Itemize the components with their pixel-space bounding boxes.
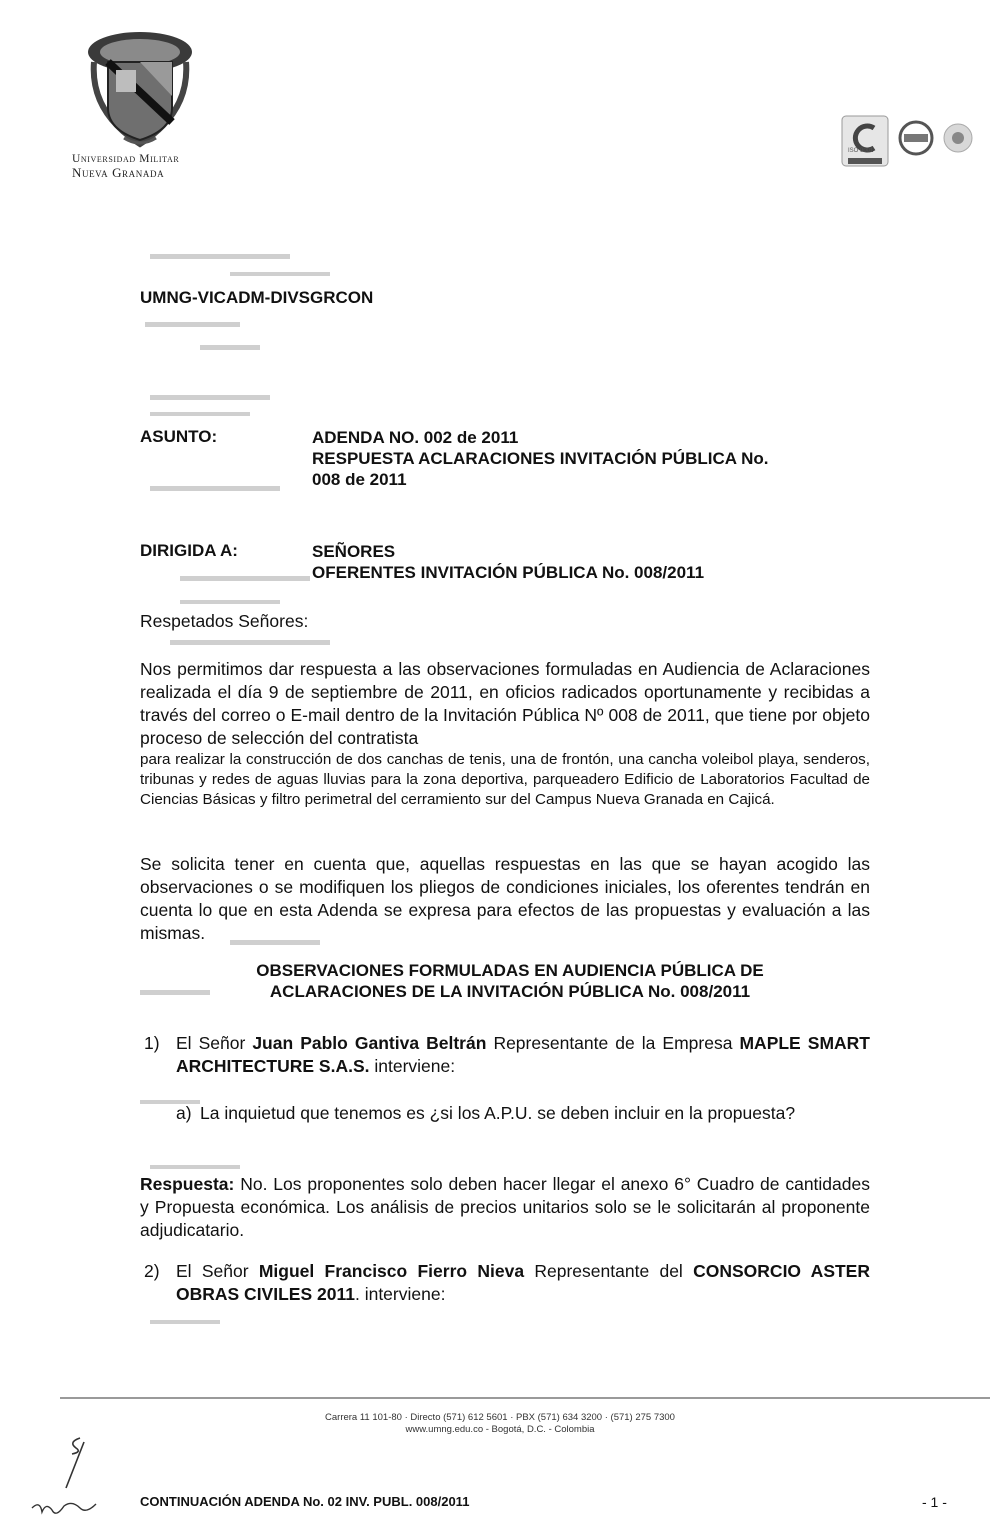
item-1-company: MAPLE SMART ARCHITECTURE S.A.S. [176,1033,870,1076]
document-code: UMNG-VICADM-DIVSGRCON [140,288,374,307]
salutation: Respetados Señores: [140,611,309,631]
answer-1 [140,1173,870,1242]
subject-line-1: ADENDA NO. 002 de 2011 [312,428,519,447]
intro-text-object: para realizar la construcción de dos canchas de tenis, una de frontón, una cancha voleibol playa, senderos, tribunas y redes de aguas lluvias para la zona deportiva, parqueadero Edificio de Laboratorios Facultad de Ciencias Básicas y filtro perimetral del cerramiento sur del Campus Nueva Granada en Cajicá. [140,751,870,808]
continuation-label: CONTINUACIÓN ADENDA No. 02 INV. PUBL. 008/2011 [140,1494,470,1509]
to-line-2: OFERENTES INVITACIÓN PÚBLICA No. 008/2011 [312,563,705,582]
item-2-mid: Representante del [534,1261,683,1281]
footer-web: www.umng.edu.co - Bogotá, D.C. - Colombia [405,1424,595,1435]
logo-line-2: Nueva Granada [72,165,165,180]
to-line-1: SEÑORES [312,542,396,561]
section-heading [200,960,820,1002]
intro-paragraph [140,658,870,810]
footer-rule [60,1397,990,1399]
page-number: - 1 - [922,1494,947,1510]
item-2-text [176,1260,870,1306]
item-1-name: Juan Pablo Gantiva Beltrán [252,1033,487,1053]
subject-line-2: RESPUESTA ACLARACIONES INVITACIÓN PÚBLICA No. [312,449,769,468]
item-2-number: 2) [144,1261,160,1281]
item-1-text [176,1032,870,1078]
note-paragraph: Se solicita tener en cuenta que, aquellas respuestas en las que se hayan acogido las observaciones o se modifiquen los pliegos de condiciones iniciales, los oferentes tendrán en cuenta lo que en esta Adenda se expresa para efectos de las propuestas y evaluación a las mismas. [140,854,870,943]
logo-line-1: Universidad Militar [72,153,180,165]
footer-address: Carrera 11 101-80 · Directo (571) 612 5601 · PBX (571) 634 3200 · (571) 275 7300 [325,1412,675,1423]
subject-line-3: 008 de 2011 [312,470,407,489]
item-2-post: . interviene: [354,1284,446,1304]
heading-line-1: OBSERVACIONES FORMULADAS EN AUDIENCIA PÚBLICA DE [256,961,764,980]
handwritten-initials-icon [20,1430,130,1525]
cert-label: ISO 9001 [848,148,874,154]
answer-1-text: No. Los proponentes solo deben hacer llegar el anexo 6° Cuadro de cantidades y Propuesta económica. Los análisis de precios unitarios solo se le solicitarán al proponente adjudicatario. [140,1174,870,1240]
to-block [312,541,912,583]
item-1-pre: El Señor [176,1033,246,1053]
answer-1-label: Respuesta: [140,1174,235,1194]
subject-block [312,427,912,490]
heading-line-2: ACLARACIONES DE LA INVITACIÓN PÚBLICA No. 008/2011 [269,982,751,1001]
item-1a-letter: a) [176,1103,192,1123]
item-1-post: interviene: [374,1056,456,1076]
intro-text-main: Nos permitimos dar respuesta a las observaciones formuladas en Audiencia de Aclaraciones realizada el día 9 de septiembre de 2011, en oficios radicados oportunamente y recibidas a través del correo o E-mail dentro de la Invitación Pública Nº 008 de 2011, que tiene por objeto proceso de selección del contratista [140,659,870,748]
to-label: DIRIGIDA A: [140,541,238,560]
item-1a-text: La inquietud que tenemos es ¿si los A.P.U. se deben incluir en la propuesta? [200,1103,796,1123]
subject-label: ASUNTO: [140,427,218,446]
item-2-pre: El Señor [176,1261,249,1281]
item-2-company: CONSORCIO ASTER OBRAS CIVILES 2011 [176,1261,870,1304]
item-1-mid: Representante de la Empresa [493,1033,733,1053]
item-2-name: Miguel Francisco Fierro Nieva [258,1261,525,1281]
item-1-number: 1) [144,1033,160,1053]
